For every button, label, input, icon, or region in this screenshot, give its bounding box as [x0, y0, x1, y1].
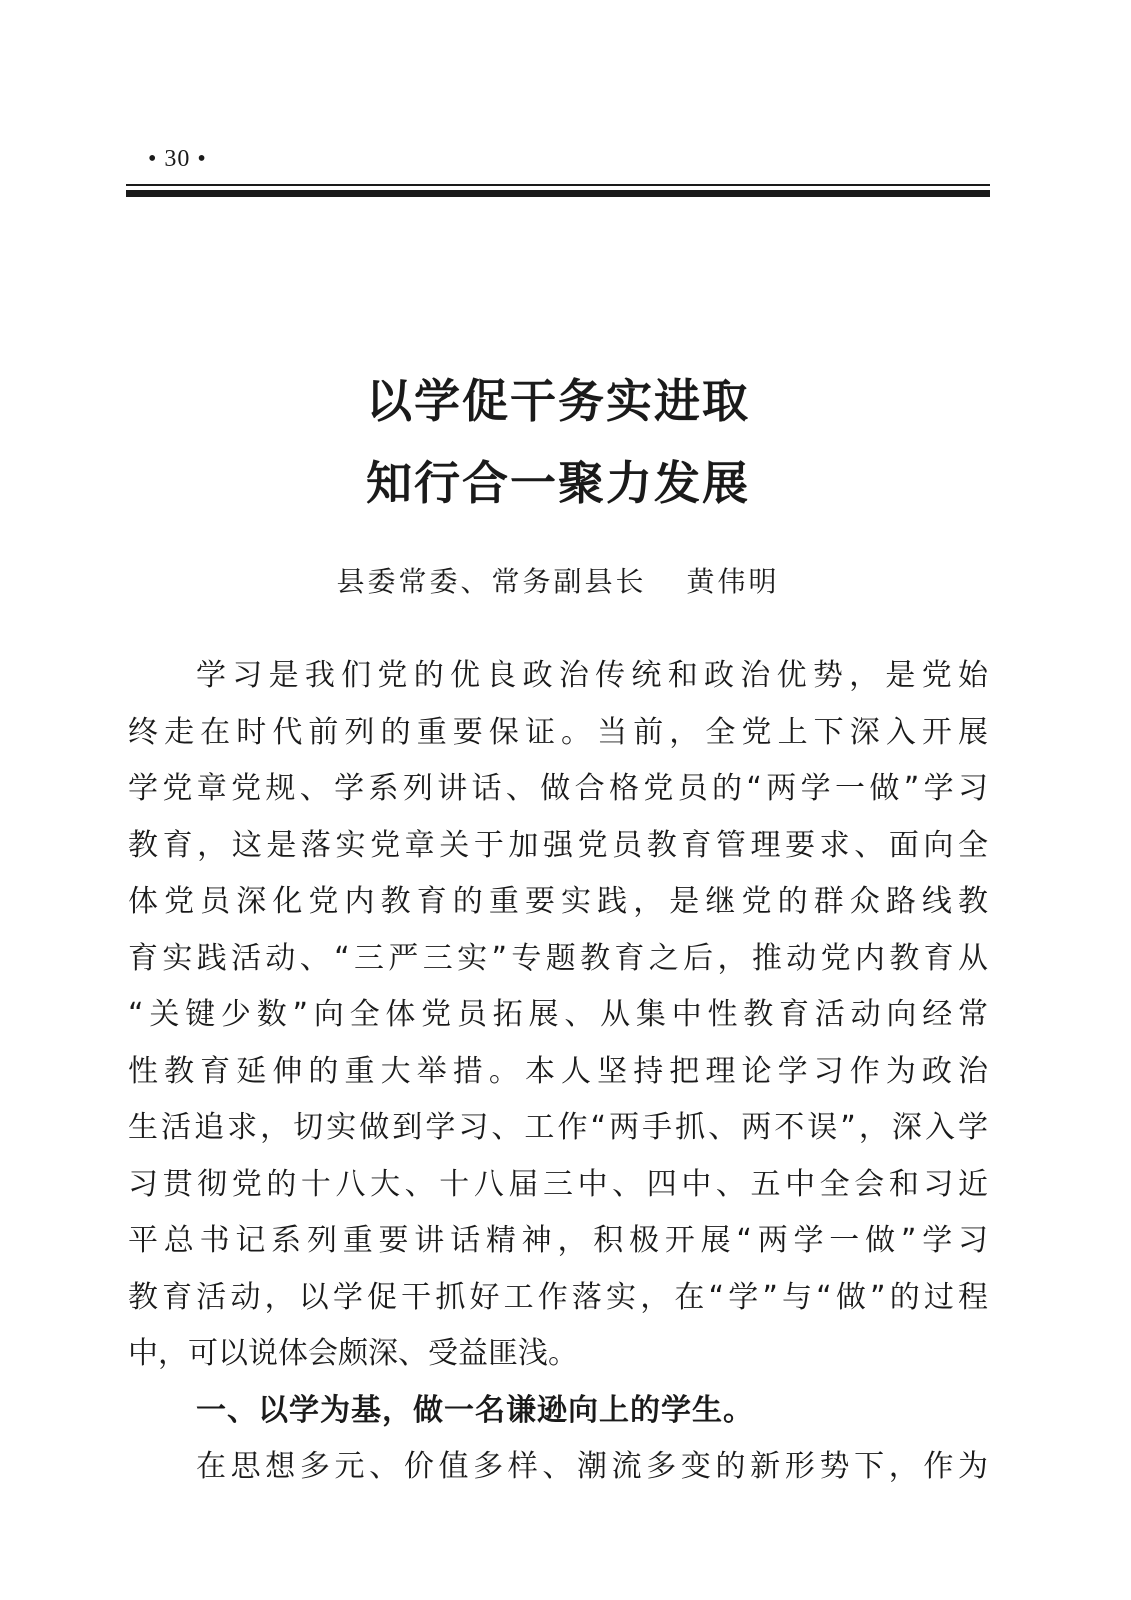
- paragraph-line: 平总书记系列重要讲话精神，积极开展“两学一做”学习: [128, 1223, 988, 1258]
- paragraph-line: 在思想多元、价值多样、潮流多变的新形势下，作为: [196, 1449, 988, 1484]
- page-number: • 30 •: [148, 146, 207, 172]
- paragraph-line: 生活追求，切实做到学习、工作“两手抓、两不误”，深入学: [128, 1110, 988, 1145]
- paragraph-line: 学习是我们党的优良政治传统和政治优势，是党始: [196, 658, 988, 693]
- article-body: [128, 648, 988, 1496]
- title-line-1: 以学促干务实进取: [366, 374, 750, 428]
- paragraph-line: 育实践活动、“三严三实”专题教育之后，推动党内教育从: [128, 940, 988, 976]
- paragraph-line: 教育活动，以学促干抓好工作落实，在“学”与“做”的过程: [128, 1279, 988, 1315]
- byline: [126, 560, 990, 600]
- paragraph-line: 教育，这是落实党章关于加强党员教育管理要求、面向全: [128, 827, 988, 863]
- author-position: 县委常委、常务副县长: [336, 565, 647, 598]
- title-line-2: 知行合一聚力发展: [366, 456, 750, 510]
- paragraph-line: “关键少数”向全体党员拓展、从集中性教育活动向经常: [128, 997, 988, 1032]
- article-title: [126, 360, 990, 524]
- paragraph-line: 终走在时代前列的重要保证。当前，全党上下深入开展: [128, 714, 988, 750]
- section-heading: 一、以学为基，做一名谦逊向上的学生。: [196, 1392, 754, 1428]
- paragraph-line: 中，可以说体会颇深、受益匪浅。: [128, 1336, 578, 1371]
- paragraph-line: 习贯彻党的十八大、十八届三中、四中、五中全会和习近: [128, 1166, 988, 1202]
- author-name: 黄伟明: [686, 565, 780, 598]
- paragraph-line: 性教育延伸的重大举措。本人坚持把理论学习作为政治: [128, 1053, 988, 1089]
- paragraph-line: 学党章党规、学系列讲话、做合格党员的“两学一做”学习: [128, 771, 988, 806]
- header-rule-thin: [126, 184, 990, 186]
- paragraph-line: 体党员深化党内教育的重要实践，是继党的群众路线教: [128, 884, 988, 919]
- header-rule-thick: [126, 190, 990, 197]
